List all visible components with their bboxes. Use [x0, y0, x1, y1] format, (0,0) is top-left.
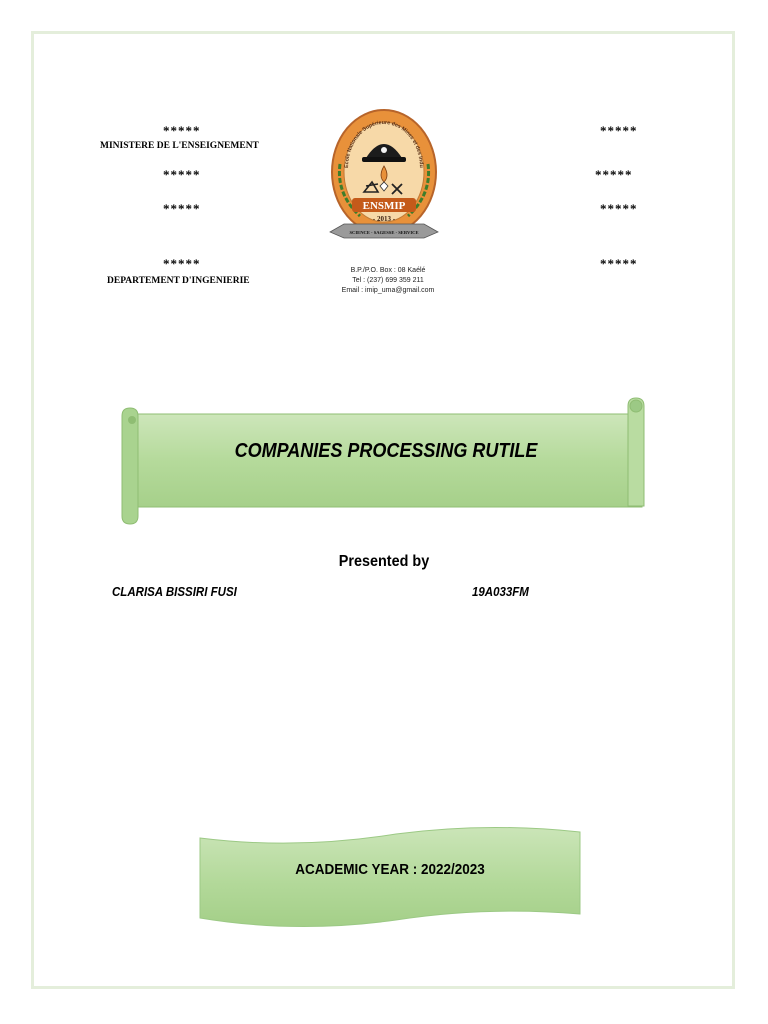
right-stars-4: *****: [600, 256, 638, 271]
contact-tel: Tel : (237) 699 359 211: [352, 277, 424, 284]
right-stars-3: *****: [600, 201, 638, 216]
right-stars-2: *****: [595, 167, 633, 182]
logo-name: ENSMIP: [362, 200, 406, 212]
contact-email: Email : imip_uma@gmail.com: [341, 287, 435, 294]
academic-year-label: ACADEMIC YEAR : 2022/2023: [295, 861, 485, 878]
school-logo: [326, 106, 442, 246]
logo-arc-text: Ecole Nationale Supérieure des Mines et des Indu: [343, 119, 425, 169]
presented-by-label: Presented by: [338, 553, 430, 570]
contact-box: B.P./P.O. Box : 08 Kaélé: [350, 267, 426, 274]
left-stars-2: *****: [163, 167, 201, 182]
logo-motto: SCIENCE - SAGESSE - SERVICE: [349, 230, 419, 235]
student-name: CLARISA BISSIRI FUSI: [112, 585, 237, 599]
document-title: COMPANIES PROCESSING RUTILE: [234, 440, 538, 462]
ministry-label: MINISTERE DE L'ENSEIGNEMENT: [100, 141, 259, 151]
student-matricule: 19A033FM: [472, 585, 529, 599]
right-stars-1: *****: [600, 123, 638, 138]
left-stars-1: *****: [163, 123, 201, 138]
left-stars-3: *****: [163, 201, 201, 216]
left-stars-4: *****: [163, 256, 201, 271]
department-label: DEPARTEMENT D'INGENIERIE: [107, 276, 250, 286]
logo-year: - 2013 -: [372, 215, 396, 223]
